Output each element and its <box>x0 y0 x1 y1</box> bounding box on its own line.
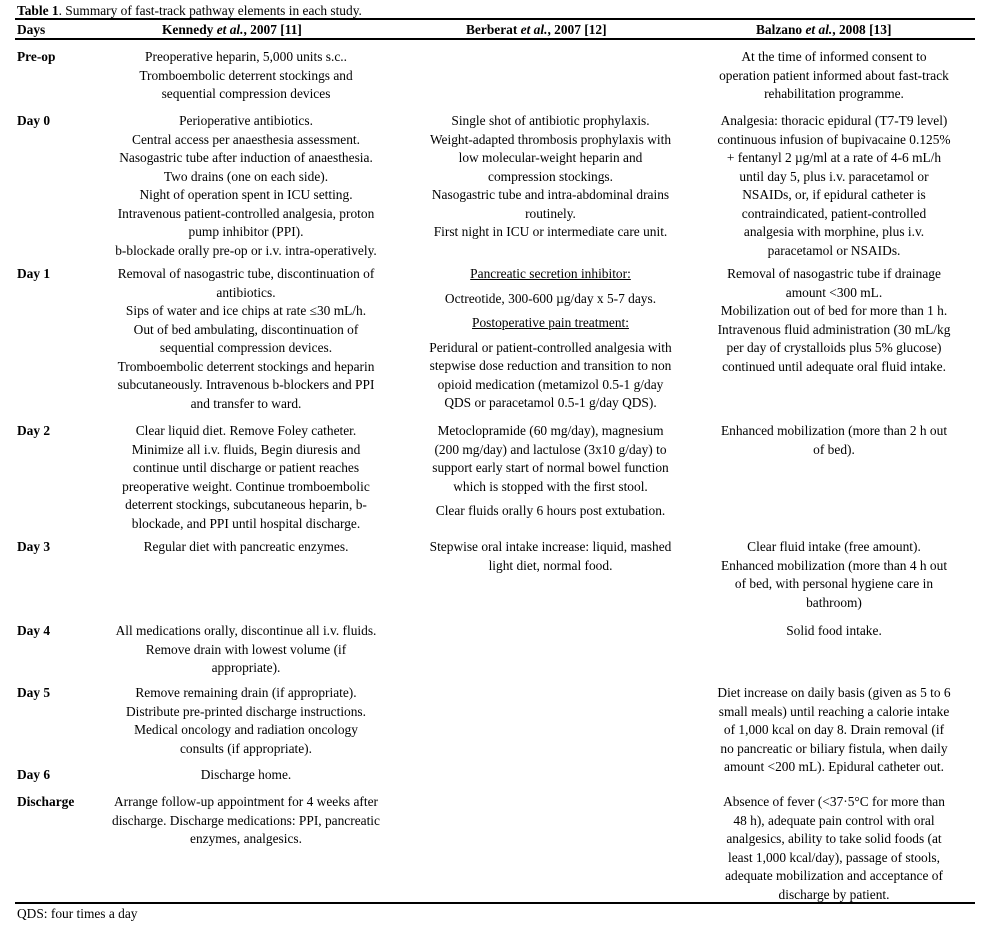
cell-line: paracetamol or NSAIDs. <box>767 242 901 258</box>
header-balzano-etal: et al. <box>805 22 833 37</box>
cell-line: least 1,000 kcal/day), passage of stools, <box>728 849 940 865</box>
cell-berberat <box>405 265 696 413</box>
cell-balzano <box>690 48 978 104</box>
cell-line: All medications orally, discontinue all i.v. fluids. <box>115 623 377 638</box>
cell-line: Diet increase on daily basis (given as 5 to 6 <box>717 685 951 700</box>
cell-line: until day 5, plus i.v. paracetamol or <box>739 168 929 184</box>
row-day-label: Pre-op <box>17 49 56 64</box>
header-balzano-author: Balzano <box>756 22 806 37</box>
cell-balzano <box>690 422 978 459</box>
cell-line: Octreotide, 300-600 µg/day x 5-7 days. <box>444 290 657 306</box>
cell-line: Preoperative heparin, 5,000 units s.c.. <box>145 49 347 64</box>
section-heading: Pancreatic secretion inhibitor: <box>470 266 631 281</box>
cell-line: Tromboembolic deterrent stockings and <box>139 67 353 83</box>
cell-line: blockade, and PPI until hospital discharge. <box>131 515 361 531</box>
cell-berberat <box>405 538 696 575</box>
cell-line: Remove drain with lowest volume (if <box>145 641 347 657</box>
cell-line: subcutaneously. Intravenous b-blockers and PPI <box>117 377 375 392</box>
cell-balzano <box>690 793 978 904</box>
cell-paragraph <box>405 502 696 521</box>
cell-line: sequential compression devices. <box>159 340 333 355</box>
header-kennedy-author: Kennedy <box>162 22 217 37</box>
row-day-label: Day 2 <box>17 423 51 438</box>
header-kennedy-year: , 2007 [11] <box>243 22 302 37</box>
cell-berberat <box>405 112 696 242</box>
cell-line: and transfer to ward. <box>190 395 302 411</box>
cell-line: per day of crystalloids plus 5% glucose) <box>726 340 942 355</box>
header-berberat-author: Berberat <box>466 22 521 37</box>
cell-line: Removal of nasogastric tube if drainage <box>727 266 941 281</box>
cell-kennedy <box>85 265 407 413</box>
row-day-label: Day 5 <box>17 685 51 700</box>
cell-line: of 1,000 kcal on day 8. Drain removal (if <box>723 722 945 737</box>
header-kennedy <box>162 21 302 38</box>
cell-line: Metoclopramide (60 mg/day), magnesium <box>437 423 664 438</box>
cell-line: Nasogastric tube after induction of anaesthesia. <box>119 150 373 165</box>
cell-line: bathroom) <box>806 594 862 610</box>
cell-line: stepwise dose reduction and transition to non <box>429 358 672 373</box>
cell-line: operation patient informed about fast-track <box>719 67 949 83</box>
row-day-label: Discharge <box>17 794 75 809</box>
cell-line: pump inhibitor (PPI). <box>188 224 304 239</box>
cell-line: Perioperative antibiotics. <box>179 113 313 128</box>
cell-balzano <box>690 265 978 376</box>
cell-line: rehabilitation programme. <box>764 86 904 101</box>
header-days: Days <box>17 22 46 37</box>
cell-line: Clear liquid diet. Remove Foley catheter. <box>135 423 357 438</box>
cell-line: discharge by patient. <box>778 886 890 902</box>
cell-line: 48 h), adequate pain control with oral <box>733 812 935 828</box>
cell-line: support early start of normal bowel function <box>432 460 669 475</box>
cell-line: Out of bed ambulating, discontinuation of <box>133 321 359 337</box>
cell-kennedy <box>85 684 407 758</box>
cell-kennedy <box>85 48 407 104</box>
cell-berberat <box>405 422 696 521</box>
cell-paragraph <box>405 422 696 496</box>
cell-line: Tromboembolic deterrent stockings and heparin <box>117 358 375 374</box>
header-berberat-etal: et al. <box>520 22 548 37</box>
cell-line: no pancreatic or biliary fistula, when daily <box>720 740 948 756</box>
cell-kennedy <box>85 422 407 533</box>
cell-line: analgesia with morphine, plus i.v. <box>743 224 925 239</box>
cell-line: Absence of fever (<37·5°C for more than <box>723 794 945 809</box>
row-day-label: Day 6 <box>17 767 51 782</box>
cell-line: Mobilization out of bed for more than 1 h. <box>720 303 948 318</box>
cell-line: light diet, normal food. <box>488 557 613 573</box>
table-top-rule <box>15 18 975 20</box>
cell-kennedy <box>85 112 407 260</box>
cell-line: continued until adequate oral fluid intake. <box>722 358 946 374</box>
cell-line: appropriate). <box>211 660 281 675</box>
cell-line: Discharge home. <box>200 767 292 782</box>
cell-line: Analgesia: thoracic epidural (T7-T9 level) <box>720 113 948 128</box>
cell-line: Medical oncology and radiation oncology <box>134 722 358 737</box>
cell-balzano <box>690 538 978 612</box>
cell-line: Intravenous patient-controlled analgesia, proton <box>117 205 375 221</box>
cell-line: continuous infusion of bupivacaine 0.125% <box>717 131 951 147</box>
cell-line: Removal of nasogastric tube, discontinuation of <box>117 266 375 281</box>
cell-line: continue until discharge or patient reaches <box>132 460 360 475</box>
header-berberat-year: , 2007 [12] <box>547 22 607 37</box>
row-day-label: Day 4 <box>17 623 51 638</box>
cell-line: contraindicated, patient-controlled <box>741 205 927 221</box>
cell-line: Enhanced mobilization (more than 2 h out <box>720 423 948 438</box>
table-header-rule <box>15 38 975 40</box>
cell-line: antibiotics. <box>216 284 276 300</box>
cell-line: Single shot of antibiotic prophylaxis. <box>451 113 650 128</box>
cell-line: preoperative weight. Continue tromboembolic <box>122 478 370 494</box>
header-kennedy-etal: et al. <box>216 22 244 37</box>
cell-line: First night in ICU or intermediate care unit. <box>433 224 668 239</box>
cell-balzano <box>690 112 978 260</box>
table-footnote: QDS: four times a day <box>17 906 138 921</box>
cell-balzano <box>690 684 978 777</box>
table-bottom-rule <box>15 902 975 904</box>
cell-line: Remove remaining drain (if appropriate). <box>135 685 357 700</box>
cell-line: discharge. Discharge medications: PPI, pancreatic <box>112 812 380 828</box>
cell-line: consults (if appropriate). <box>179 740 312 756</box>
cell-line: Arrange follow-up appointment for 4 weeks after <box>113 794 378 809</box>
cell-line: amount <300 mL. <box>785 284 883 300</box>
cell-line: Distribute pre-printed discharge instructions. <box>126 703 366 719</box>
cell-line: which is stopped with the first stool. <box>453 478 648 494</box>
header-balzano-year: , 2008 [13] <box>832 22 892 37</box>
cell-line: compression stockings. <box>488 168 613 184</box>
caption-label: Table 1 <box>17 3 59 18</box>
section-heading: Postoperative pain treatment: <box>472 315 629 330</box>
row-day-label: Day 1 <box>17 266 51 281</box>
cell-kennedy <box>85 766 407 785</box>
cell-line: Intravenous fluid administration (30 mL/kg <box>717 321 951 337</box>
cell-line: Solid food intake. <box>786 623 882 638</box>
caption-text: . Summary of fast-track pathway elements in each study. <box>58 3 362 18</box>
row-day-label: Day 0 <box>17 113 51 128</box>
cell-line: opioid medication (metamizol 0.5-1 g/day <box>437 376 664 392</box>
cell-line: Two drains (one on each side). <box>163 168 329 184</box>
cell-line: adequate mobilization and acceptance of <box>725 868 943 883</box>
cell-line: routinely. <box>525 205 576 221</box>
cell-line: small meals) until reaching a calorie intake <box>718 703 950 719</box>
cell-line: Enhanced mobilization (more than 4 h out <box>720 557 948 573</box>
cell-line: low molecular-weight heparin and <box>458 150 643 165</box>
cell-line: of bed, with personal hygiene care in <box>734 576 934 591</box>
cell-line: Sips of water and ice chips at rate ≤30 mL/h. <box>125 303 367 318</box>
cell-line: b-blockade orally pre-op or i.v. intra-operatively. <box>115 242 377 258</box>
cell-line: Minimize all i.v. fluids, Begin diuresis and <box>131 441 361 457</box>
cell-line: Weight-adapted thrombosis prophylaxis with <box>429 131 672 147</box>
cell-line: deterrent stockings, subcutaneous heparin, b- <box>125 497 367 512</box>
cell-line: Nasogastric tube and intra-abdominal drains <box>431 187 670 202</box>
cell-line: analgesics, ability to take solid foods (at <box>726 831 942 846</box>
cell-line: Clear fluid intake (free amount). <box>747 539 921 554</box>
cell-kennedy <box>85 793 407 849</box>
cell-line: QDS or paracetamol 0.5-1 g/day QDS). <box>444 395 657 410</box>
table-caption <box>17 3 362 19</box>
section-paragraph <box>405 339 696 413</box>
cell-kennedy <box>85 538 407 557</box>
cell-line: Central access per anaesthesia assessment. <box>132 131 360 147</box>
cell-line: Stepwise oral intake increase: liquid, mashed <box>429 539 672 554</box>
header-balzano <box>756 21 891 38</box>
cell-line: + fentanyl 2 µg/ml at a rate of 4-6 mL/h <box>726 150 942 165</box>
row-day-label: Day 3 <box>17 539 51 554</box>
cell-line: Regular diet with pancreatic enzymes. <box>143 539 349 554</box>
cell-line: of bed). <box>813 441 855 457</box>
cell-line: At the time of informed consent to <box>741 49 927 64</box>
header-berberat <box>466 21 607 38</box>
cell-line: Peridural or patient-controlled analgesia with <box>429 339 672 355</box>
cell-line: sequential compression devices <box>161 86 331 101</box>
cell-balzano <box>690 622 978 641</box>
section-paragraph <box>405 290 696 309</box>
cell-line: Clear fluids orally 6 hours post extubation. <box>435 503 666 518</box>
cell-line: enzymes, analgesics. <box>190 831 302 846</box>
cell-line: (200 mg/day) and lactulose (3x10 g/day) to <box>434 441 667 457</box>
cell-kennedy <box>85 622 407 678</box>
cell-line: Night of operation spent in ICU setting. <box>139 187 353 202</box>
cell-line: amount <200 mL). Epidural catheter out. <box>724 759 944 774</box>
cell-line: NSAIDs, or, if epidural catheter is <box>742 187 926 202</box>
